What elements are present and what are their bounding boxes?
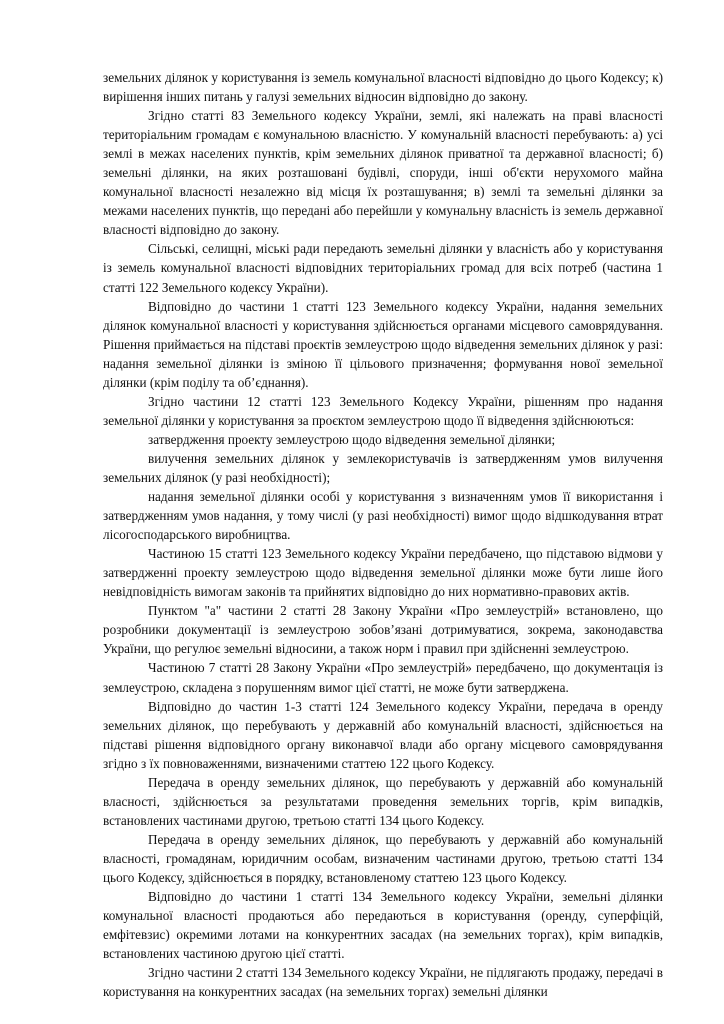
paragraph-list-item-granting: надання земельної ділянки особі у користування з визначенням умов її використання і затвердженням умов надання, у тому числі (у разі необхідності) вимог щодо відшкодування втрат лісогосподарського виробництва. bbox=[103, 489, 663, 543]
paragraph-article-134-part-2: Згідно частини 2 статті 134 Земельного кодексу України, не підлягають продажу, передачі в користування на конкурентних засадах (на земельних торгах) земельні ділянки bbox=[103, 965, 663, 1000]
paragraph-article-134-part-1: Відповідно до частини 1 статті 134 Земельного кодексу України, земельні ділянки комунальної власності продаються або передаються в користування (оренду, суперфіцій, емфітевзис) окремими лотами на конкурентних засадах (на земельних торгах), крім випадків, встановлених частиною другою цієї статті. bbox=[103, 889, 663, 962]
paragraph-article-123-part-15: Частиною 15 статті 123 Земельного кодексу України передбачено, що підставою відмови у затвердженні проекту землеустрою щодо відведення земельної ділянки може бути лише його невідповідність вимогам законів та прийнятих відповідно до них нормативно-правових актів. bbox=[103, 546, 663, 600]
paragraph-continuation: земельних ділянок у користування із земель комунальної власності відповідно до цього Кодексу; к) вирішення інших питань у галузі земельних відносин відповідно до закону. bbox=[103, 70, 663, 105]
paragraph-lease-auction: Передача в оренду земельних ділянок, що перебувають у державній або комунальній власності, здійснюється за результатами проведення земельних торгів, крім випадків, встановлених частинами другою, третьою статті 134 цього Кодексу. bbox=[103, 774, 663, 828]
paragraph-councils-transfer: Сільські, селищні, міські ради передають земельні ділянки у власність або у користування із земель комунальної власності відповідних територіальних громад для всіх потреб (частина 1 статті 122 Земельного кодексу України). bbox=[103, 241, 663, 295]
paragraph-article-124: Відповідно до частин 1-3 статті 124 Земельного кодексу України, передача в оренду земельних ділянок, що перебувають у державній або комунальній власності, здійснюється на підставі рішення відповідного органу виконавчої влади або органу місцевого самоврядування згідно з їх повноваженнями, визначеними статтею 122 цього Кодексу. bbox=[103, 698, 663, 771]
paragraph-lease-procedure: Передача в оренду земельних ділянок, що перебувають у державній або комунальній власності, громадянам, юридичним особам, визначеним частинами другою, третьою статті 134 цього Кодексу, здійснюється в порядку, встановленому статтею 123 цього Кодексу. bbox=[103, 831, 663, 885]
paragraph-law-land-management-art28-p2: Пунктом "а" частини 2 статті 28 Закону України «Про землеустрій» встановлено, що розробники документації із землеустрою зобов’язані дотримуватися, зокрема, законодавства України, що регулює земельні відносини, а також норм і правил при здійсненні землеустрою. bbox=[103, 603, 663, 657]
paragraph-list-item-withdrawal: вилучення земельних ділянок у землекористувачів із затвердженням умов вилучення земельних ділянок (у разі необхідності); bbox=[103, 450, 663, 485]
paragraph-article-123-part-1: Відповідно до частини 1 статті 123 Земельного кодексу України, надання земельних ділянок комунальної власності у користування здійснюється органами місцевого самоврядування. Рішення приймається на підставі проєктів землеустрою щодо відведення земельних ділянок у разі: надання земельної ділянки із зміною її цільового призначення; формування нової земельної ділянки (крім поділу та об’єднання). bbox=[103, 298, 663, 390]
document-body bbox=[103, 68, 663, 1001]
paragraph-article-123-part-12: Згідно частини 12 статті 123 Земельного Кодексу України, рішенням про надання земельної ділянки у користування за проєктом землеустрою щодо її відведення здійснюються: bbox=[103, 393, 663, 428]
paragraph-law-land-management-art28-p7: Частиною 7 статті 28 Закону України «Про землеустрій» передбачено, що документація із землеустрою, складена з порушенням вимог цієї статті, не може бути затверджена. bbox=[103, 660, 663, 695]
paragraph-article-83: Згідно статті 83 Земельного кодексу України, землі, які належать на праві власності територіальним громадам є комунальною власністю. У комунальній власності перебувають: а) усі землі в межах населених пунктів, крім земельних ділянок приватної та державної власності; б) земельні ділянки, на яких розташовані будівлі, споруди, інші об'єкти нерухомого майна комунальної власності незалежно від місця їх розташування; в) землі та земельні ділянки за межами населених пунктів, що передані або перейшли у комунальну власність із земель державної власності відповідно до закону. bbox=[103, 108, 663, 238]
paragraph-list-item-approval: затвердження проекту землеустрою щодо відведення земельної ділянки; bbox=[148, 431, 556, 447]
